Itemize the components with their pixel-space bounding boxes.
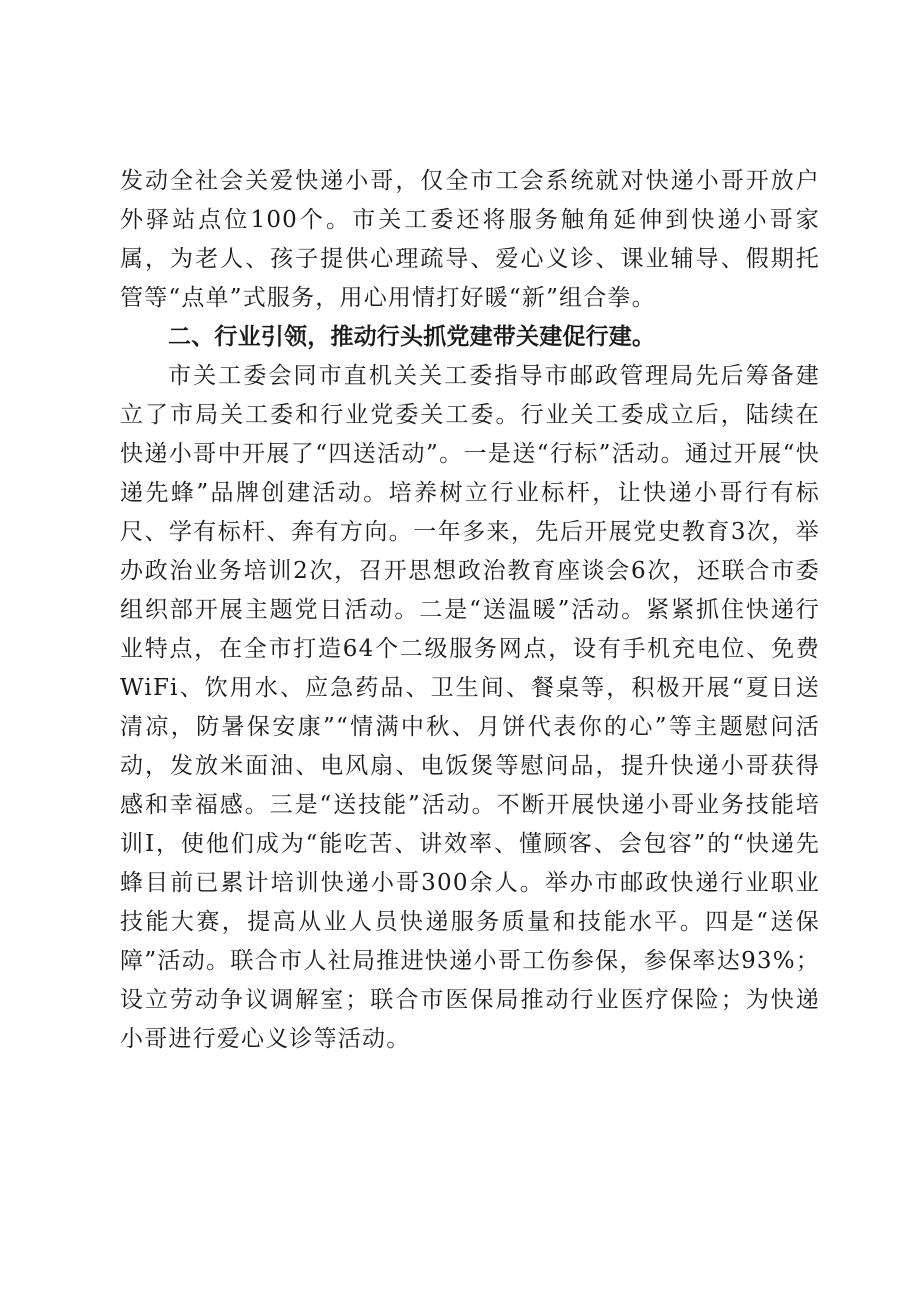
paragraph-body: 市关工委会同市直机关关工委指导市邮政管理局先后筹备建立了市局关工委和行业党委关工委。行业关工委成立后，陆续在快递小哥中开展了“四送活动”。一是送“行标”活动。通过开展“快递先蜂”品牌创建活动。培养树立行业标杆，让快递小哥行有标尺、学有标杆、奔有方向。一年多来，先后开展党史教育3次，举办政治业务培训2次，召开思想政治教育座谈会6次，还联合市委组织部开展主题党日活动。二是“送温暖”活动。紧紧抓住快递行业特点，在全市打造64个二级服务网点，设有手机充电位、免费WiFi、饮用水、应急药品、卫生间、餐桌等，积极开展“夏日送清凉，防暑保安康”“情满中秋、月饼代表你的心”等主题慰问活动，发放米面油、电风扇、电饭煲等慰问品，提升快递小哥获得感和幸福感。三是“送技能”活动。不断开展快递小哥业务技能培训I，使他们成为“能吃苦、讲效率、懂顾客、会包容”的“快递先蜂目前已累计培训快递小哥300余人。举办市邮政快递行业职业技能大赛，提高从业人员快递服务质量和技能水平。四是“送保障”活动。联合市人社局推进快递小哥工伤参保，参保率达93%；设立劳动争议调解室；联合市医保局推动行业医疗保险；为快递小哥进行爱心义诊等活动。 (120, 363, 820, 1052)
paragraph-continuation: 发动全社会关爱快递小哥，仅全市工会系统就对快递小哥开放户外驿站点位100个。市关工委还将服务触角延伸到快递小哥家属，为老人、孩子提供心理疏导、爱心义诊、课业辅导、假期托管等“点单”式服务，用心用情打好暖“新”组合拳。 (120, 168, 820, 311)
section-heading: 二、行业引领，推动行头抓党建带关建促行建。 (168, 324, 656, 350)
document-body (120, 162, 820, 1059)
